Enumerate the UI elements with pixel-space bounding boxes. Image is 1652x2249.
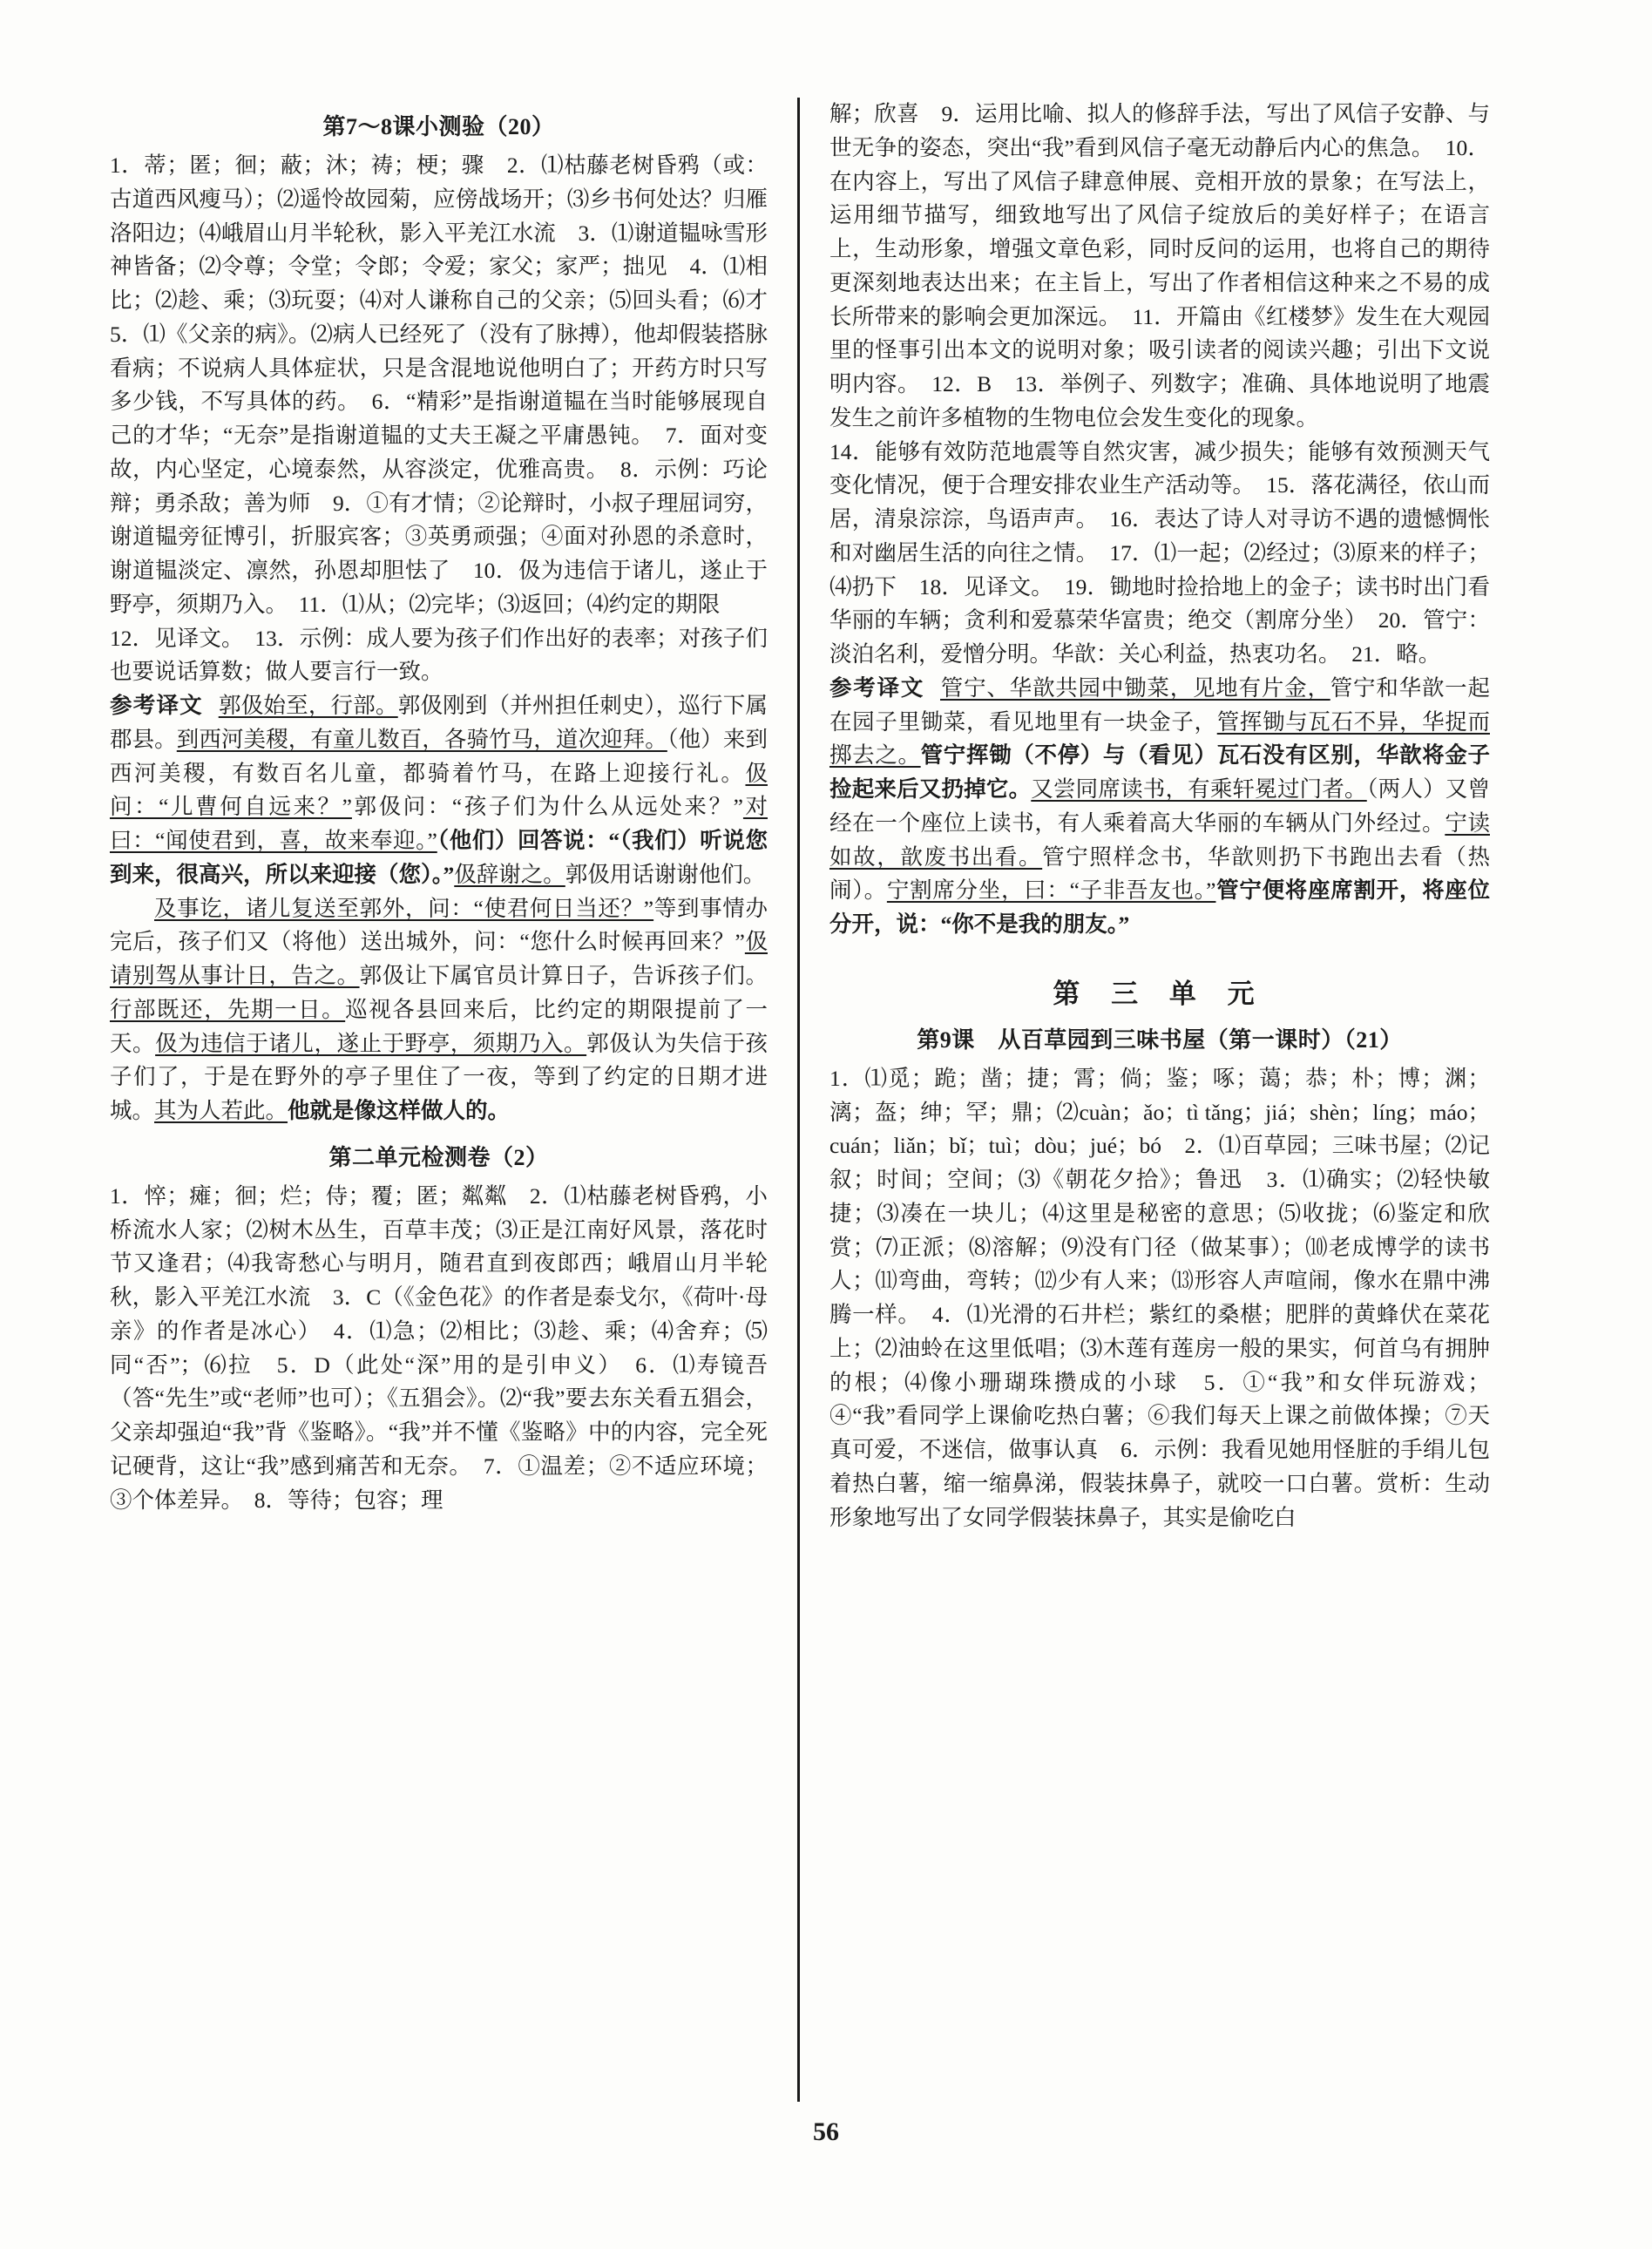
classical-text: 及事讫，诸儿复送至郭外，问：“使君何日当还？” <box>154 895 654 921</box>
answers-continued-part1: 解；欣喜 9．运用比喻、拟人的修辞手法，写出了风信子安静、与世无争的姿态，突出“我”看到风信子毫无动静后内心的焦急。 10．在内容上，写出了风信子肆意伸展、竞相开放的景象；在写法上，运用细节描写，细致地写出了风信子绽放后的美好样子；在语言上，生动形象，增强文章色彩，同时反问的运用，也将自己的期待更深刻地表达出来；在主旨上，写出了作者相信这种来之不易的成长所带来的影响会更加深远。 11．开篇由《红楼梦》发生在大观园里的怪事引出本文的说明对象；吸引读者的阅读兴趣；引出下文说明内容。 12．B 13．举例子、列数字；准确、具体地说明了地震发生之前许多植物的生物电位会发生变化的现象。 <box>829 101 1490 430</box>
modern-text-emphasis: 管宁挥锄（不停）与（看见）瓦石没有区别，华歆将金子捡起来后又扔掉它。 <box>829 742 1490 802</box>
classical-text: 伋为违信于诸儿，遂止于野亭，须期乃入。 <box>155 1030 587 1056</box>
answers-lesson-9: 1．⑴觅；跪；凿；捷；霄；倘；鉴；啄；蔼；恭；朴；博；渊；漓；盔；绅；罕；鼎；⑵cuàn；ǎo；tì tǎng；jiá；shèn；líng；máo；cuán；liǎn；bǐ；tuì；dòu；jué；bó 2．⑴百草园；三味书屋；⑵记叙；时间；空间；⑶《朝花夕拾》；鲁迅 3．⑴确实；⑵轻快敏捷；⑶凑在一块儿；⑷这里是秘密的意思；⑸收拢；⑹鉴定和欣赏；⑺正派；⑻溶解；⑼没有门径（做某事）；⑽老成博学的读书人；⑾弯曲，弯转；⑿少有人来；⒀形容人声喧闹，像水在鼎中沸腾一样。 4．⑴光滑的石井栏；紫红的桑椹；肥胖的黄蜂伏在菜花上；⑵油蛉在这里低唱；⑶木莲有莲房一般的果实，何首乌有拥肿的根；⑷像小珊瑚珠攒成的小球 5．①“我”和女伴玩游戏；④“我”看同学上课偷吃热白薯；⑥我们每天上课之前做体操；⑦天真可爱，不迷信，做事认真 6．示例：我看见她用怪脏的手绢儿包着热白薯，缩一缩鼻涕，假装抹鼻子，就咬一口白薯。赏析：生动形象地写出了女同学假装抹鼻子，其实是偷吃白 <box>829 1065 1490 1530</box>
classical-text: 又尝同席读书，有乘轩冕过门者。 <box>1031 776 1367 802</box>
modern-text: 郭伋让下属官员计算日子，告诉孩子们。 <box>359 963 768 988</box>
answers-lesson-7-8-part1: 1．蒂；匿；徊；蔽；沐；祷；梗；骤 2．⑴枯藤老树昏鸦（或：古道西风瘦马）；⑵遥怜故园菊，应傍战场开；⑶乡书何处达？归雁洛阳边；⑷峨眉山月半轮秋，影入平羌江水流 3．⑴谢道韫咏雪形神皆备；⑵令尊；令堂；令郎；令爱；家父；家严；拙见 4．⑴相比；⑵趁、乘；⑶玩耍；⑷对人谦称自己的父亲；⑸回头看；⑹才 5．⑴《父亲的病》。⑵病人已经死了（没有了脉搏），他却假装搭脉看病；不说病人具体症状，只是含混地说他明白了；开药方时只写多少钱，不写具体的药。 6．“精彩”是指谢道韫在当时能够展现自己的才华；“无奈”是指谢道韫的丈夫王凝之平庸愚钝。 7．面对变故，内心坚定，心境泰然，从容淡定，优雅高贵。 8．示例：巧论辩；勇杀敌；善为师 9．①有才情；②论辩时，小叔子理屈词穷，谢道韫旁征博引，折服宾客；③英勇顽强；④面对孙恩的杀意时，谢道韫淡定、凛然，孙恩却胆怯了 10．伋为违信于诸儿，遂止于野亭，须期乃入。 11．⑴从；⑵完毕；⑶返回；⑷约定的期限 <box>110 152 790 617</box>
classical-text: 伋问：“儿曹何自远来？” <box>110 760 768 820</box>
modern-text-emphasis: （他们）回答说：“（我们）听说您到来，很高兴，所以来迎接（您）。” <box>110 828 768 887</box>
reference-translation-label: 参考译文 <box>110 693 203 718</box>
reference-translation-guoji <box>110 689 768 892</box>
modern-text: （两人）又曾经在一个座位上读书，有人乘着高大华丽的车辆从门外经过。 <box>829 776 1490 836</box>
classical-text: 宁割席分坐，曰：“子非吾友也。” <box>886 877 1216 904</box>
reference-translation-guanning <box>829 672 1490 942</box>
classical-text: 郭伋始至，行部。 <box>218 693 398 718</box>
classical-text: 宁读如故，歆废书出看。 <box>829 810 1490 870</box>
section-title-lesson-9: 第9课 从百草园到三味书屋（第一课时）（21） <box>917 1026 1403 1053</box>
classical-text: 管宁、华歆共园中锄菜，见地有片金， <box>940 674 1330 701</box>
modern-text: 管宁和华歆一起在园子里锄菜，看见地里有一块金子， <box>829 674 1490 735</box>
section-title-lesson-7-8: 第7～8课小测验（20） <box>322 114 555 139</box>
modern-text: 郭伋问：“孩子们为什么从远处来？” <box>351 794 743 820</box>
modern-text-emphasis: 他就是像这样做人的。 <box>288 1098 511 1123</box>
classical-text: 到西河美稷，有童儿数百，各骑竹马，道次迎拜。 <box>176 726 667 752</box>
answers-continued-part2: 14．能够有效防范地震等自然灾害，减少损失；能够有效预测天气变化情况，便于合理安排农业生产活动等。 15．落花满径，依山而居，清泉淙淙，鸟语声声。 16．表达了诗人对寻访不遇的遗憾惆怅和对幽居生活的向往之情。 17．⑴一起；⑵经过；⑶原来的样子；⑷扔下 18．见译文。 19．锄地时捡拾地上的金子；读书时出门看华丽的车辆；贪利和爱慕荣华富贵；绝交（割席分坐） 20．管宁：淡泊名利，爱憎分明。华歆：关心利益，热衷功名。 21．略。 <box>829 438 1490 667</box>
classical-text: 其为人若此。 <box>154 1098 288 1123</box>
classical-text: 行部既还，先期一日。 <box>110 996 346 1022</box>
modern-text: 郭伋认为失信于孩子们了，于是在野外的亭子里住了一夜，等到了约定的日期才进城。 <box>110 1030 768 1123</box>
section-title-unit2-test: 第二单元检测卷（2） <box>328 1144 549 1170</box>
modern-text: （他）来到西河美稷，有数百名儿童，都骑着竹马，在路上迎接行礼。 <box>110 726 768 786</box>
page-number: 56 <box>813 2117 839 2146</box>
right-column <box>800 98 1497 2102</box>
answers-unit2-test: 1．悴；瘫；徊；烂；侍；覆；匿；粼粼 2．⑴枯藤老树昏鸦，小桥流水人家；⑵树木丛生，百草丰茂；⑶正是江南好风景，落花时节又逢君；⑷我寄愁心与明月，随君直到夜郎西；峨眉山月半轮秋，影入平羌江水流 3．C（《金色花》的作者是泰戈尔，《荷叶·母亲》的作者是冰心） 4．⑴急；⑵相比；⑶趁、乘；⑷舍弃；⑸同“否”；⑹拉 5．D（此处“深”用的是引申义） 6．⑴寿镜吾（答“先生”或“老师”也可）；《五猖会》。⑵“我”要去东关看五猖会，父亲却强迫“我”背《鉴略》。“我”并不懂《鉴略》中的内容，完全死记硬背，这让“我”感到痛苦和无奈。 7．①温差；②不适应环境；③个体差异。 8．等待；包容；理 <box>110 1182 768 1513</box>
modern-text-emphasis: 管宁便将座席割开，将座位分开，说：“你不是我的朋友。” <box>829 877 1490 937</box>
modern-text: 等到事情办完后，孩子们又（将他）送出城外，问：“您什么时候再回来？” <box>110 895 768 955</box>
classical-text: 管挥锄与瓦石不异，华捉而掷去之。 <box>829 708 1490 769</box>
unit-title-unit3: 第 三 单 元 <box>1053 978 1267 1009</box>
two-column-layout <box>103 98 1560 2102</box>
classical-text: 对曰：“闻使君到，喜，故来奉迎。” <box>110 794 768 853</box>
reference-translation-label: 参考译文 <box>829 674 925 701</box>
reference-translation-guoji-part2 <box>110 892 768 1128</box>
left-column <box>103 98 800 2102</box>
classical-text: 伋辞谢之。 <box>454 861 565 887</box>
modern-text: 巡视各县回来后，比约定的期限提前了一天。 <box>110 996 768 1056</box>
modern-text: 郭伋刚到（并州担任刺史），巡行下属郡县。 <box>110 693 768 752</box>
modern-text: 管宁照样念书，华歆则扔下书跑出去看（热闹）。 <box>829 843 1490 904</box>
modern-text: 郭伋用话谢谢他们。 <box>565 861 766 887</box>
classical-text: 伋请别驾从事计日，告之。 <box>110 929 768 988</box>
answers-lesson-7-8-part2: 12．见译文。 13．示例：成人要为孩子们作出好的表率；对孩子们也要说话算数；做人要言行一致。 <box>110 625 768 685</box>
